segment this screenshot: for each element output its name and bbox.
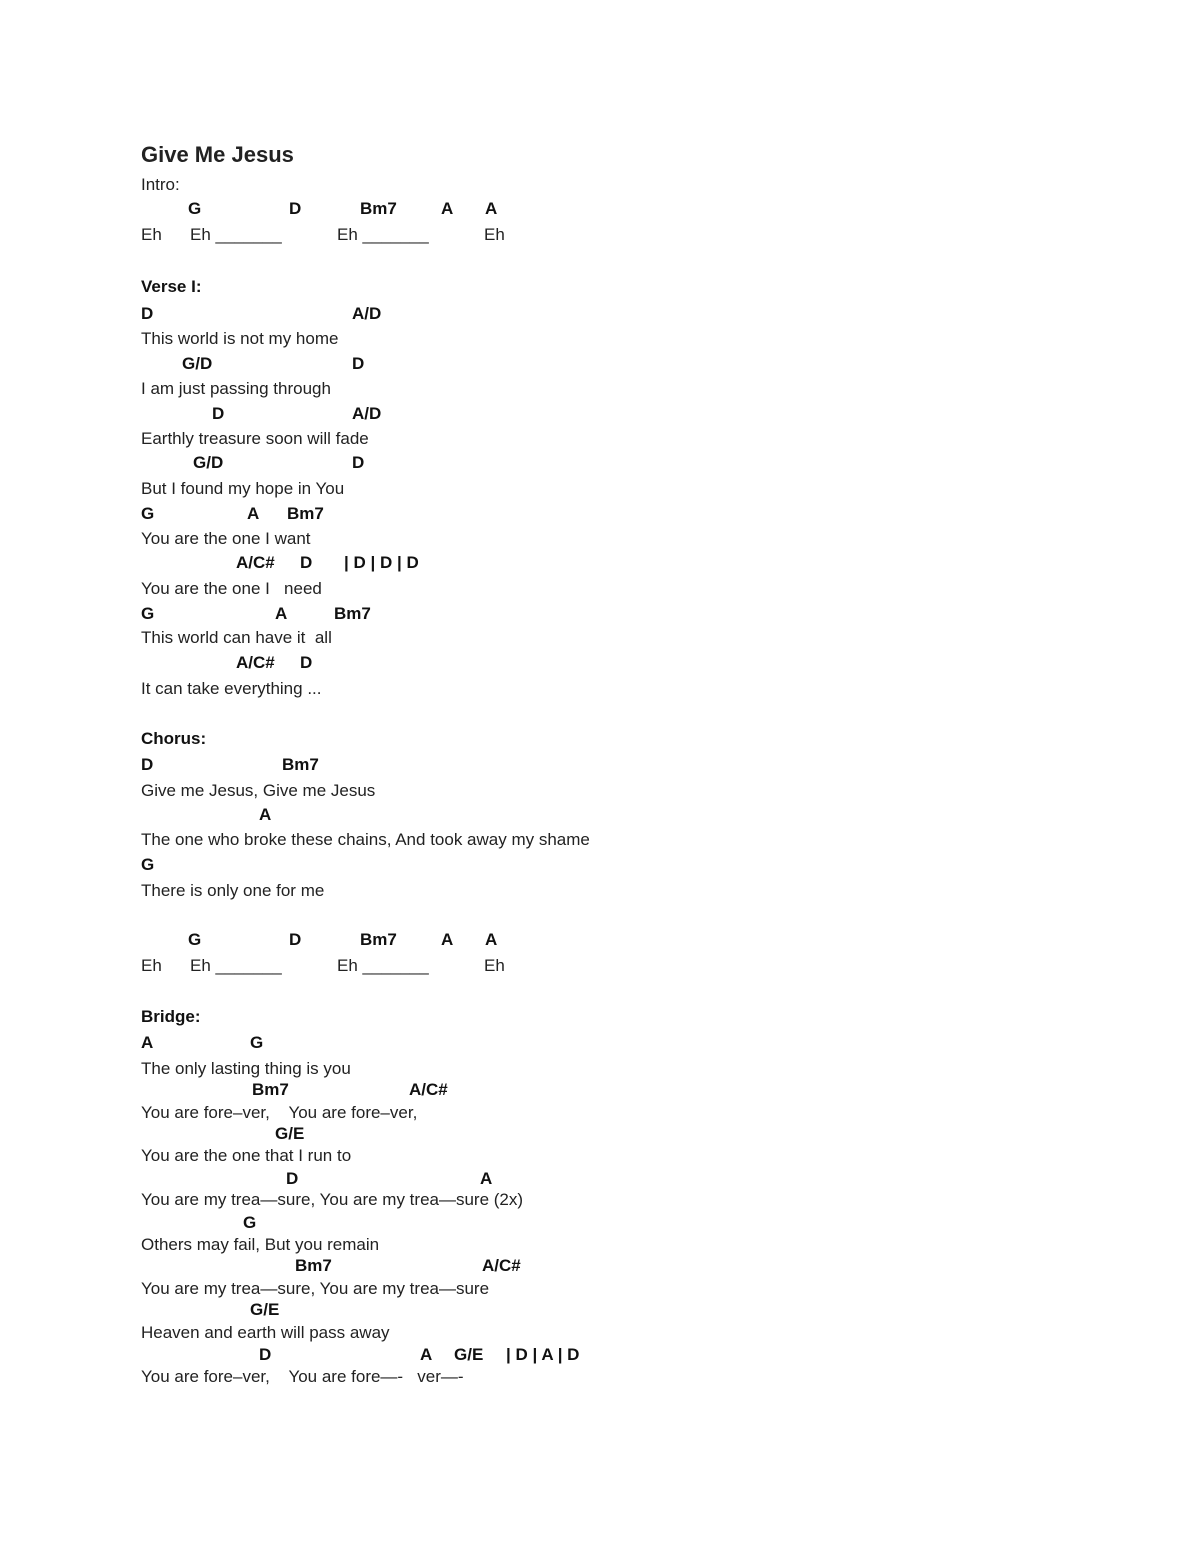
intro-chord: A bbox=[441, 199, 454, 218]
intro-chord: D bbox=[289, 199, 302, 218]
intro-label: Intro: bbox=[141, 175, 180, 194]
bridge-chord: G/E bbox=[275, 1124, 305, 1143]
intro-syllable: Eh _______ bbox=[190, 225, 282, 244]
bridge-chord: A bbox=[480, 1169, 493, 1188]
chorus-tag-chord: D bbox=[289, 930, 302, 949]
verse-chord: G bbox=[141, 504, 155, 523]
chorus-chord: D bbox=[141, 755, 154, 774]
bridge-chord: A/C# bbox=[409, 1080, 448, 1099]
bridge-chord: G bbox=[250, 1033, 264, 1052]
bridge-label: Bridge: bbox=[141, 1007, 201, 1026]
bridge-chord: A bbox=[141, 1033, 154, 1052]
intro-chord: A bbox=[485, 199, 498, 218]
bridge-lyric: You are my trea—sure, You are my trea—sure bbox=[141, 1279, 490, 1298]
verse-chord: A/D bbox=[352, 404, 382, 423]
verse-chord: A/C# bbox=[236, 553, 275, 572]
intro-syllable: Eh _______ bbox=[337, 225, 429, 244]
bridge-chord: G/E bbox=[454, 1345, 484, 1364]
intro-syllable: Eh bbox=[141, 225, 162, 244]
bridge-lyric: The only lasting thing is you bbox=[141, 1059, 351, 1078]
chorus-chord: G bbox=[141, 855, 155, 874]
chorus-tag-chord: A bbox=[485, 930, 498, 949]
verse-chord: A bbox=[275, 604, 288, 623]
verse-lyric: You are the one I need bbox=[141, 579, 322, 598]
chorus-tag-chord: A bbox=[441, 930, 454, 949]
bridge-chord: D bbox=[259, 1345, 272, 1364]
verse-lyric: It can take everything ... bbox=[141, 679, 322, 698]
bridge-lyric: You are my trea—sure, You are my trea—sure (2x) bbox=[141, 1190, 524, 1209]
bridge-lyric: You are fore–ver, You are fore–ver, bbox=[141, 1103, 418, 1122]
bridge-chord: Bm7 bbox=[252, 1080, 289, 1099]
chorus-lyric: The one who broke these chains, And took away my shame bbox=[141, 830, 590, 849]
chorus-lyric: Give me Jesus, Give me Jesus bbox=[141, 781, 376, 800]
verse-lyric: You are the one I want bbox=[141, 529, 311, 548]
verse-chord: Bm7 bbox=[287, 504, 324, 523]
verse-label: Verse I: bbox=[141, 277, 202, 296]
bridge-chord: G bbox=[243, 1213, 257, 1232]
verse-chord: G bbox=[141, 604, 155, 623]
bridge-chord: | D | A | D bbox=[506, 1345, 580, 1364]
bridge-chord: D bbox=[286, 1169, 299, 1188]
bridge-lyric: Others may fail, But you remain bbox=[141, 1235, 380, 1254]
bridge-lyric: Heaven and earth will pass away bbox=[141, 1323, 390, 1342]
verse-chord: D bbox=[212, 404, 225, 423]
bridge-chord: Bm7 bbox=[295, 1256, 332, 1275]
chorus-chord: A bbox=[259, 805, 272, 824]
verse-chord: | D | D | D bbox=[344, 553, 419, 572]
verse-chord: D bbox=[141, 304, 154, 323]
verse-chord: G/D bbox=[182, 354, 213, 373]
chorus-tag-syllable: Eh _______ bbox=[337, 956, 429, 975]
intro-chord: G bbox=[188, 199, 202, 218]
bridge-lyric: You are the one that I run to bbox=[141, 1146, 352, 1165]
verse-chord: A bbox=[247, 504, 260, 523]
chorus-tag-syllable: Eh bbox=[141, 956, 162, 975]
chorus-label: Chorus: bbox=[141, 729, 207, 748]
verse-lyric: I am just passing through bbox=[141, 379, 331, 398]
verse-lyric: Earthly treasure soon will fade bbox=[141, 429, 369, 448]
intro-syllable: Eh bbox=[484, 225, 505, 244]
chorus-tag-chord: G bbox=[188, 930, 202, 949]
verse-lyric: This world is not my home bbox=[141, 329, 339, 348]
verse-chord: D bbox=[300, 553, 313, 572]
verse-chord: D bbox=[300, 653, 313, 672]
bridge-lyric: You are fore–ver, You are fore—- ver—- bbox=[141, 1367, 464, 1386]
verse-chord: G/D bbox=[193, 453, 224, 472]
chorus-tag-chord: Bm7 bbox=[360, 930, 397, 949]
bridge-chord: G/E bbox=[250, 1300, 280, 1319]
chorus-tag-syllable: Eh bbox=[484, 956, 505, 975]
bridge-chord: A bbox=[420, 1345, 433, 1364]
chorus-chord: Bm7 bbox=[282, 755, 319, 774]
verse-lyric: This world can have it all bbox=[141, 628, 332, 647]
bridge-chord: A/C# bbox=[482, 1256, 521, 1275]
verse-chord: D bbox=[352, 354, 365, 373]
verse-chord: D bbox=[352, 453, 365, 472]
chorus-lyric: There is only one for me bbox=[141, 881, 325, 900]
verse-lyric: But I found my hope in You bbox=[141, 479, 345, 498]
chorus-tag-syllable: Eh _______ bbox=[190, 956, 282, 975]
intro-chord: Bm7 bbox=[360, 199, 397, 218]
verse-chord: A/C# bbox=[236, 653, 275, 672]
verse-chord: Bm7 bbox=[334, 604, 371, 623]
verse-chord: A/D bbox=[352, 304, 382, 323]
song-title: Give Me Jesus bbox=[141, 142, 294, 167]
